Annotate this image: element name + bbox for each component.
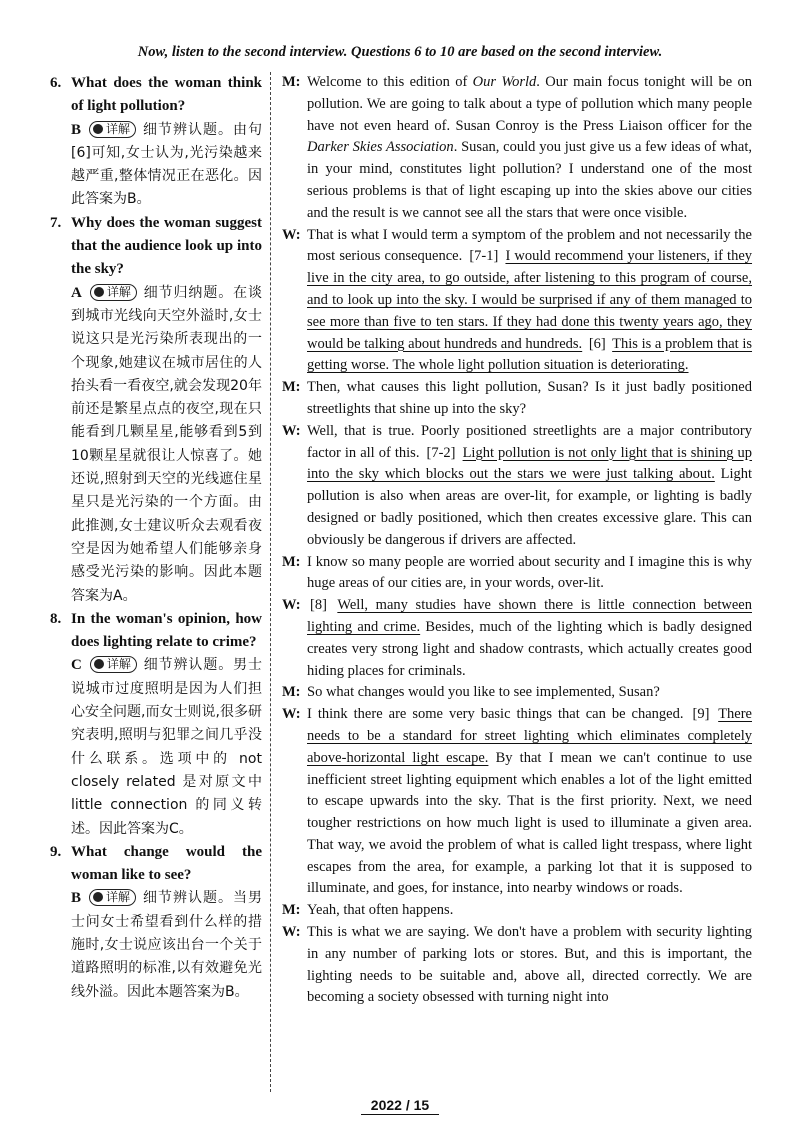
bullet-icon [94, 659, 104, 669]
question-number: 8. [50, 610, 62, 627]
speaker-label: M: [282, 379, 301, 396]
key-sentence: There needs to be a standard for street lighting which eliminates completely above-horizontal light escape. [307, 706, 752, 766]
explanation-badge [90, 656, 137, 673]
question-number: 9. [50, 843, 62, 860]
speaker-label: M: [282, 684, 301, 701]
sentence-tag: [7-2] [426, 444, 456, 461]
speaker-label: W: [282, 422, 301, 439]
explanation-text: 细节辨认题。男士说城市过度照明是因为人们担心安全问题,而女士则说,很多研究表明,照明与犯罪之间几乎没什么联系。选项中的 not closely related 是对原文中 little connection 的同义转述。因此答案为C。 [71, 657, 262, 837]
question-9 [50, 841, 262, 1004]
transcript-turn-woman: W: This is what we are saying. We don't have a problem with security lighting in any number of parking lots or stores. But, and this is important, the lighting needs to be suitable and, above all, directed correctly. We are becoming a society obsessed with turning night into [282, 924, 752, 1006]
bullet-icon [93, 124, 103, 134]
speaker-label: W: [282, 597, 301, 614]
key-sentence: Well, many studies have shown there is little connection between lighting and crime. [307, 597, 752, 635]
speaker-label: W: [282, 706, 301, 723]
sentence-tag: [6] [588, 335, 606, 352]
explanation-badge [89, 889, 136, 906]
badge-label: 详解 [106, 890, 131, 905]
speaker-label: M: [282, 902, 301, 919]
badge-label: 详解 [106, 284, 131, 299]
sentence-tag: [8] [310, 597, 327, 614]
question-number: 6. [50, 75, 62, 91]
explanation-text: 细节辨认题。当男士问女士希望看到什么样的措施时,女士说应该出台一个关于道路照明的标准,以有效避免光线外溢。因此本题答案为B。 [71, 890, 262, 1000]
bullet-icon [93, 892, 103, 902]
key-sentence: This is a problem that is getting worse. The whole light pollution situation is deteriorating. [307, 335, 753, 374]
bullet-icon [94, 287, 104, 297]
answer-explanation [50, 282, 262, 608]
explanation-badge [89, 121, 136, 138]
key-sentence: I would recommend your listeners, if they live in the city area, to go outside, after listening to this program of course, and to look up into the sky. I would be surprised if any of them managed to see more than five to ten stars. If they had done this twenty years ago, they would be talking about hundreds and hundreds. [307, 248, 753, 352]
answer-letter: B [71, 890, 82, 907]
question-7 [50, 212, 262, 608]
question-number: 7. [50, 214, 62, 231]
answer-letter: C [71, 657, 82, 674]
question-text: What change would the woman like to see? [71, 843, 262, 884]
program-title: Our World [472, 74, 537, 90]
answer-letter: B [71, 121, 82, 138]
answer-letter: A [71, 284, 82, 301]
transcript-turn-man: M: Welcome to this edition of Our World. Our main focus tonight will be on pollution. We are going to talk about a type of pollution which many people have not even heard of. Susan Conroy is the Press Liaison officer for the Darker Skies Association. Susan, could you just give us a few ideas of what, in your mind, constitutes light pollution? I understand one of the most serious problems is that of light escaping up into the skies above our cities and the result is we cannot see all the stars that were once visible. [282, 74, 752, 221]
badge-label: 详解 [106, 657, 131, 672]
answer-explanation [50, 654, 262, 840]
answer-column [50, 72, 262, 1004]
sentence-tag: [7-1] [469, 248, 499, 265]
sentence-tag: [9] [692, 706, 710, 723]
transcript-column [282, 72, 752, 1009]
question-8 [50, 608, 262, 841]
transcript-turn-man: M: Yeah, that often happens. [282, 900, 752, 922]
question-6 [50, 72, 262, 212]
column-divider [270, 72, 271, 1092]
explanation-text: 细节辨认题。由句[6]可知,女士认为,光污染越来越严重,整体情况正在恶化。因此答案为B。 [71, 121, 262, 208]
badge-label: 详解 [106, 121, 131, 136]
explanation-badge [90, 284, 137, 301]
question-text: Why does the woman suggest that the audience look up into the sky? [71, 214, 262, 278]
transcript-turn-woman: W: Well, that is true. Poorly positioned streetlights are a major contributory factor in all of this. [7-2] Light pollution is not only light that is shining up into the sky which blocks out the stars we were just talking about. Light pollution is also when areas are over-lit, for example, or lighting is badly designed or badly positioned, which then creates excessive glare. This can obviously be dangerous if drivers are affected. [282, 422, 753, 548]
speaker-label: M: [282, 74, 301, 90]
transcript-turn-woman: W: I think there are some very basic things that can be changed. [9] There needs to be a standard for street lighting which eliminates completely above-horizontal light escape. By that I mean we can't continue to use inefficient street lighting equipment which enables a lot of the light emitted to escape upwards into the sky. That is the first priority. Next, we need tougher restrictions on how much light is used to illuminate a given area. That way, we avoid the problem of what is called light trespass, where light escapes from the area, for example, a parking lot that it is supposed to illuminate, and goes, for instance, into nearby windows or roads. [282, 706, 752, 897]
answer-explanation [50, 119, 262, 212]
speaker-label: M: [282, 553, 301, 570]
key-sentence: Light pollution is not only light that is shining up into the sky which blocks out the stars we were just talking about. [307, 444, 753, 483]
transcript-turn-man: M: Then, what causes this light pollution, Susan? Is it just badly positioned streetlights that shine up into the sky? [282, 379, 752, 417]
transcript-turn-woman: W: [8] Well, many studies have shown there is little connection between lighting and crime. Besides, much of the lighting which is badly designed creates very strong light and shadow contrasts, which actually creates good hiding places for criminals. [282, 597, 753, 679]
explanation-text: 细节归纳题。在谈到城市光线向天空外溢时,女士说这只是光污染所表现出的一个现象,她建议在城市居住的人抬头看一看夜空,就会发现20年前还是繁星点点的夜空,现在只能看到几颗星星,能够看到5到10颗星星就很让人惊喜了。她还说,照射到天空的光线遮住星星只是光污染的一个方面。由此推测,女士建议听众去观看夜空是因为她希望人们能够亲身感受光污染的影响。因此本题答案为A。 [71, 284, 262, 604]
organization-name: Darker Skies Association [307, 139, 454, 156]
transcript-turn-man: M: I know so many people are worried about security and I imagine this is why huge areas of our cities are, in your words, over-lit. [282, 553, 752, 592]
speaker-label: W: [282, 226, 301, 243]
answer-explanation [50, 887, 262, 1003]
transcript-turn-man: M: So what changes would you like to see implemented, Susan? [282, 682, 752, 704]
section-instruction: Now, listen to the second interview. Questions 6 to 10 are based on the second interview. [137, 44, 663, 60]
question-text: What does the woman think of light pollution? [71, 75, 262, 115]
question-text: In the woman's opinion, how does lighting relate to crime? [71, 610, 262, 651]
transcript-turn-woman: W: That is what I would term a symptom of the problem and not necessarily the most serious consequence. [7-1] I would recommend your listeners, if they live in the city area, to go outside, after listening to this program of course, and to look up into the sky. I would be surprised if any of them managed to see more than five to ten stars. If they had done this twenty years ago, they would be talking about hundreds and hundreds. [6] This is a problem that is getting worse. The whole light pollution situation is deteriorating. [282, 226, 753, 374]
speaker-label: W: [282, 924, 301, 941]
page-number: 2022 / 15 [0, 1097, 800, 1113]
